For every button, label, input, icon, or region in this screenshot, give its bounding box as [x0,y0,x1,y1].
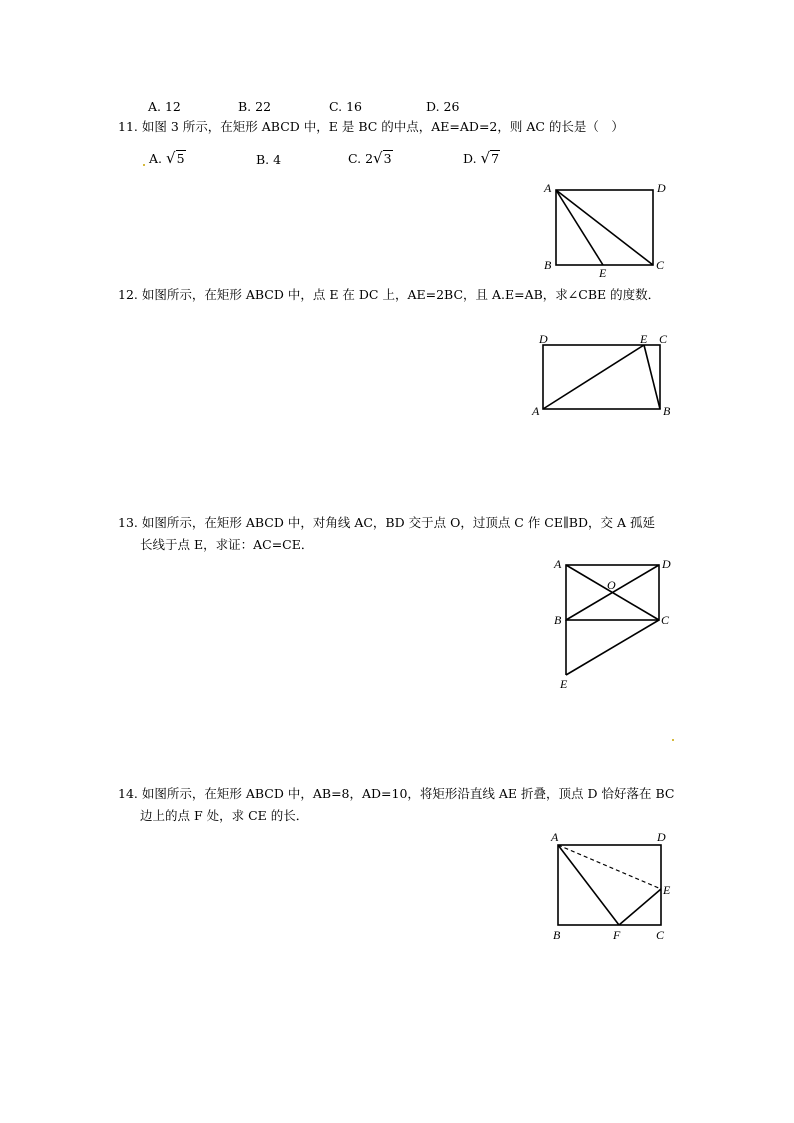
q13-label-c: C [661,613,670,627]
q13-label-e: E [560,677,568,691]
q12-segment-ae [543,345,644,409]
q14-fold-line-ae [558,845,661,889]
q12-label-a: A [532,404,540,418]
q13-text-1: 如图所示，在矩形 ABCD 中，对角线 AC，BD 交于点 O，过顶点 C 作 CE∥BD，交 A 孤延 [141,515,655,530]
q13-label-a: A [554,557,562,571]
q11-option-c [348,150,393,167]
stray-dot [143,164,145,166]
q11-text: 如图 3 所示，在矩形 ABCD 中，E 是 BC 的中点，AE=AD=2，则 AC 的长是（ ） [141,119,624,134]
q11-label-c: C [656,258,665,272]
q14-label-b: B [553,928,561,942]
q11-number: 11. [118,119,138,134]
q14-label-a: A [551,830,559,844]
q11-label-d: D [657,181,666,195]
q11-option-c-letter: C. [348,151,362,166]
q11-option-d [463,150,500,167]
q13-label-d: D [662,557,671,571]
q14-label-c: C [656,928,665,942]
q13-number: 13. [118,515,138,530]
q13-figure [548,556,678,696]
q12-number: 12. [118,287,138,302]
q11-option-a-radicand: 5 [176,151,185,166]
q11-option-c-coef: 2 [365,151,374,166]
q11-label-b: B [544,258,552,272]
q11-option-b-letter: B. [256,152,270,167]
q11-segment-ae [556,190,603,265]
q12-label-e: E [640,332,648,346]
q11-option-b [256,152,281,168]
q12-label-c: C [659,332,668,346]
q11-figure [530,180,680,280]
q14-label-e: E [663,883,671,897]
q12-stem [118,287,660,303]
q11-option-a-radical: √5 [166,149,185,167]
q10-option-c: C. 16 [329,99,362,114]
q11-option-b-value: 4 [273,152,282,167]
q13-label-b: B [554,613,562,627]
q12-text: 如图所示，在矩形 ABCD 中，点 E 在 DC 上，AE=2BC，且 A.E=AB，求∠CBE 的度数． [141,287,661,302]
q11-option-c-radicand: 3 [383,151,392,166]
q13-segment-ce [566,620,659,675]
q14-number: 14. [118,786,138,801]
q11-segment-ac [556,190,653,265]
q12-label-b: B [663,404,671,418]
q13-stem-line1 [118,515,655,531]
q11-label-e: E [599,266,607,280]
q14-stem-line1 [118,786,674,802]
q10-option-d: D. 26 [426,99,460,114]
q12-rectangle [543,345,660,409]
q12-figure [530,328,680,423]
q11-stem [118,119,624,135]
q11-option-c-radical: √3 [373,149,392,167]
q13-label-o: O [607,578,616,592]
q11-option-a-letter: A. [149,151,163,166]
q11-label-a: A [544,181,552,195]
q11-option-a [149,150,186,167]
q14-stem-line2: 边上的点 F 处，求 CE 的长． [140,808,309,823]
q14-label-d: D [657,830,666,844]
q14-text-1: 如图所示，在矩形 ABCD 中，AB=8，AD=10，将矩形沿直线 AE 折叠，顶点 D 恰好落在 BC [141,786,675,801]
q14-label-f: F [613,928,621,942]
q14-segment-af [558,845,619,925]
q14-figure [545,828,685,943]
q11-option-d-radical: √7 [480,149,500,167]
q11-option-d-radicand: 7 [491,151,500,166]
q10-option-b: B. 22 [238,99,272,114]
q12-label-d: D [539,332,548,346]
q11-option-d-letter: D. [463,151,477,166]
stray-dot [672,739,674,741]
q10-option-a: A. 12 [148,99,181,114]
q14-segment-fe [619,889,661,925]
q13-stem-line2: 长线于点 E，求证：AC=CE． [140,537,314,552]
q12-segment-eb [644,345,660,409]
